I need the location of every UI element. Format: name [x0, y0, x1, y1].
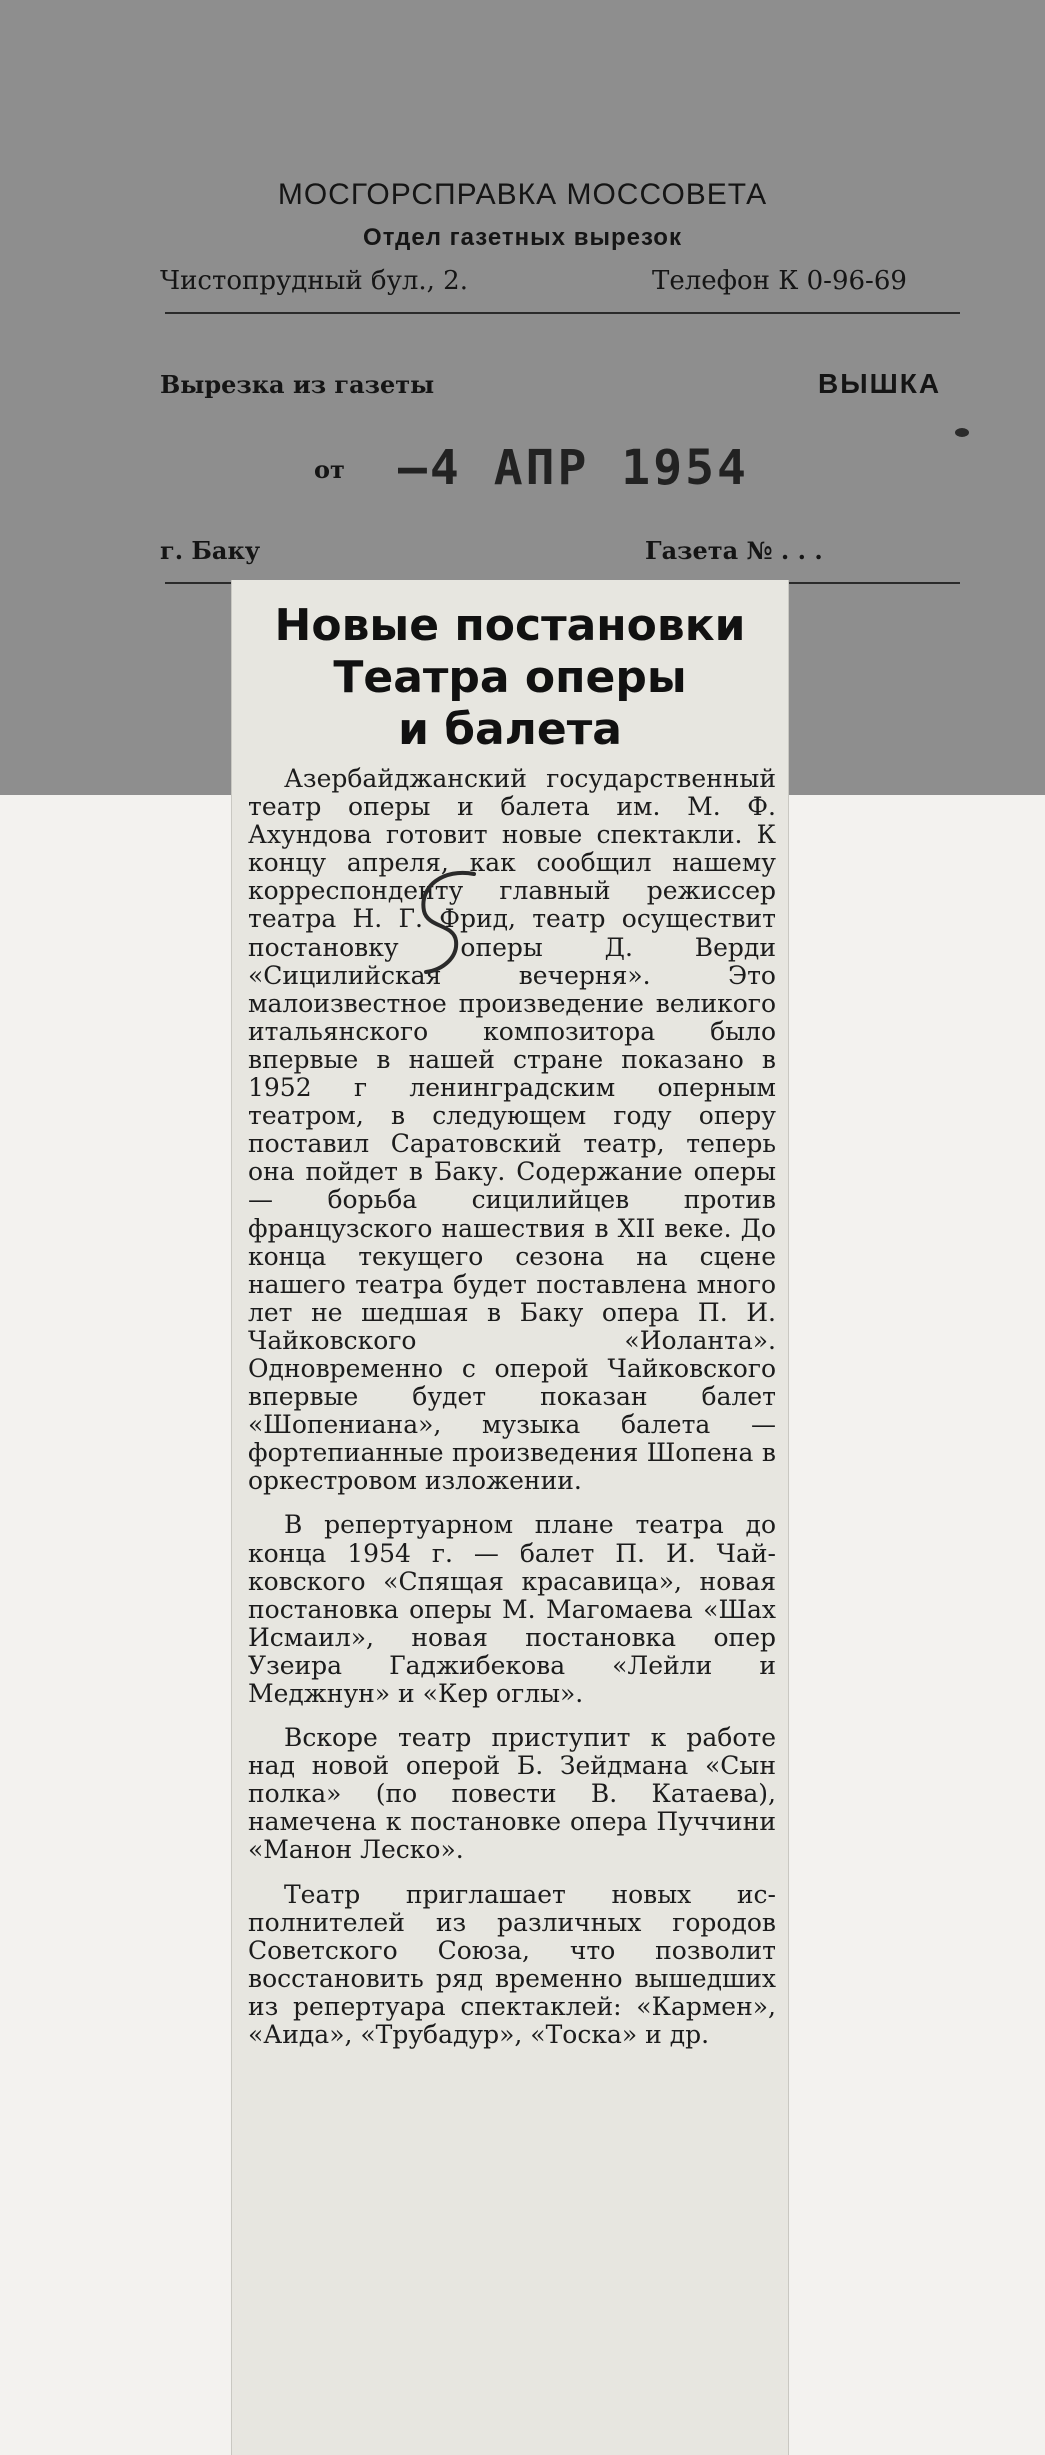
pen-mark-icon	[404, 866, 494, 981]
article-headline	[232, 600, 788, 756]
article-paragraph: В репертуарном плане театра до конца 1954 г. — балет П. И. Чайковского «Спящая красавица», новая постановка оперы М. Магомаева «Шах Исмаил», новая постановка опер Узеира Гаджибекова «Лейли и Меджнун» и «Кер оглы».	[248, 1510, 776, 1708]
newspaper-clipping	[231, 580, 789, 2455]
article-paragraph: Азербайджанский государственный театр оперы и балета им. М. Ф. Ахундова готовит новые спектакли. К концу апреля, как сообщил нашему корреспонденту главный режиссер театра Н. Г. Фрид, театр осуществит постановку оперы Д. Верди «Сицилийская вечерня». Это малоизвестное произведение великого итальянского композитора было впервые в нашей стране показано в 1952 г ленинградским оперным театром, в следующем году оперу поставил Саратовский театр, теперь она пойдет в Баку. Содержание оперы — борьба сицилийцев против французского нашествия в XII веке. До конца текущего сезона на сцене нашего театра будет поставлена много лет не шедшая в Баку опера П. И. Чайковского «Иоланта». Одновременно с оперой Чайковского впервые будет показан балет «Шопениана», музыка балета — фортепианные произведения Шопена в оркестровом изложении.	[248, 764, 776, 1496]
article-paragraph: Театр приглашает новых исполнителей из различных городов Советского Союза, что позволит восстановить ряд временно вышедших из репертуара спектаклей: «Кармен», «Аида», «Трубадур», «Тоска» и др.	[248, 1879, 776, 2050]
gazeta-number-label: Газета № . . .	[645, 536, 823, 565]
bureau-address: Чистопрудный бул., 2.	[160, 266, 468, 296]
bureau-phone: Телефон К 0-96-69	[652, 266, 907, 296]
department-name: Отдел газетных вырезок	[363, 224, 682, 251]
date-from-label: от	[314, 455, 345, 484]
headline-line: и балета	[398, 704, 622, 755]
city-label: г. Баку	[160, 536, 261, 565]
newspaper-name: ВЫШКА	[818, 368, 942, 399]
article-body	[248, 765, 776, 2065]
date-stamp: –4 АПР 1954	[398, 440, 749, 496]
article-paragraph: Вскоре театр приступит к работе над новой оперой Б. Зейдмана «Сын полка» (по повести В. Катаева), намечена к постановке опера Пуччини «Манон Леско».	[248, 1723, 776, 1865]
organization-name: МОСГОРСПРАВКА МОССОВЕТА	[277, 178, 768, 211]
headline-line: Театра оперы	[333, 652, 687, 703]
headline-line: Новые постановки	[274, 600, 746, 651]
clipping-label: Вырезка из газеты	[160, 370, 435, 399]
card-divider-top	[165, 312, 960, 314]
ink-blot	[955, 428, 969, 437]
